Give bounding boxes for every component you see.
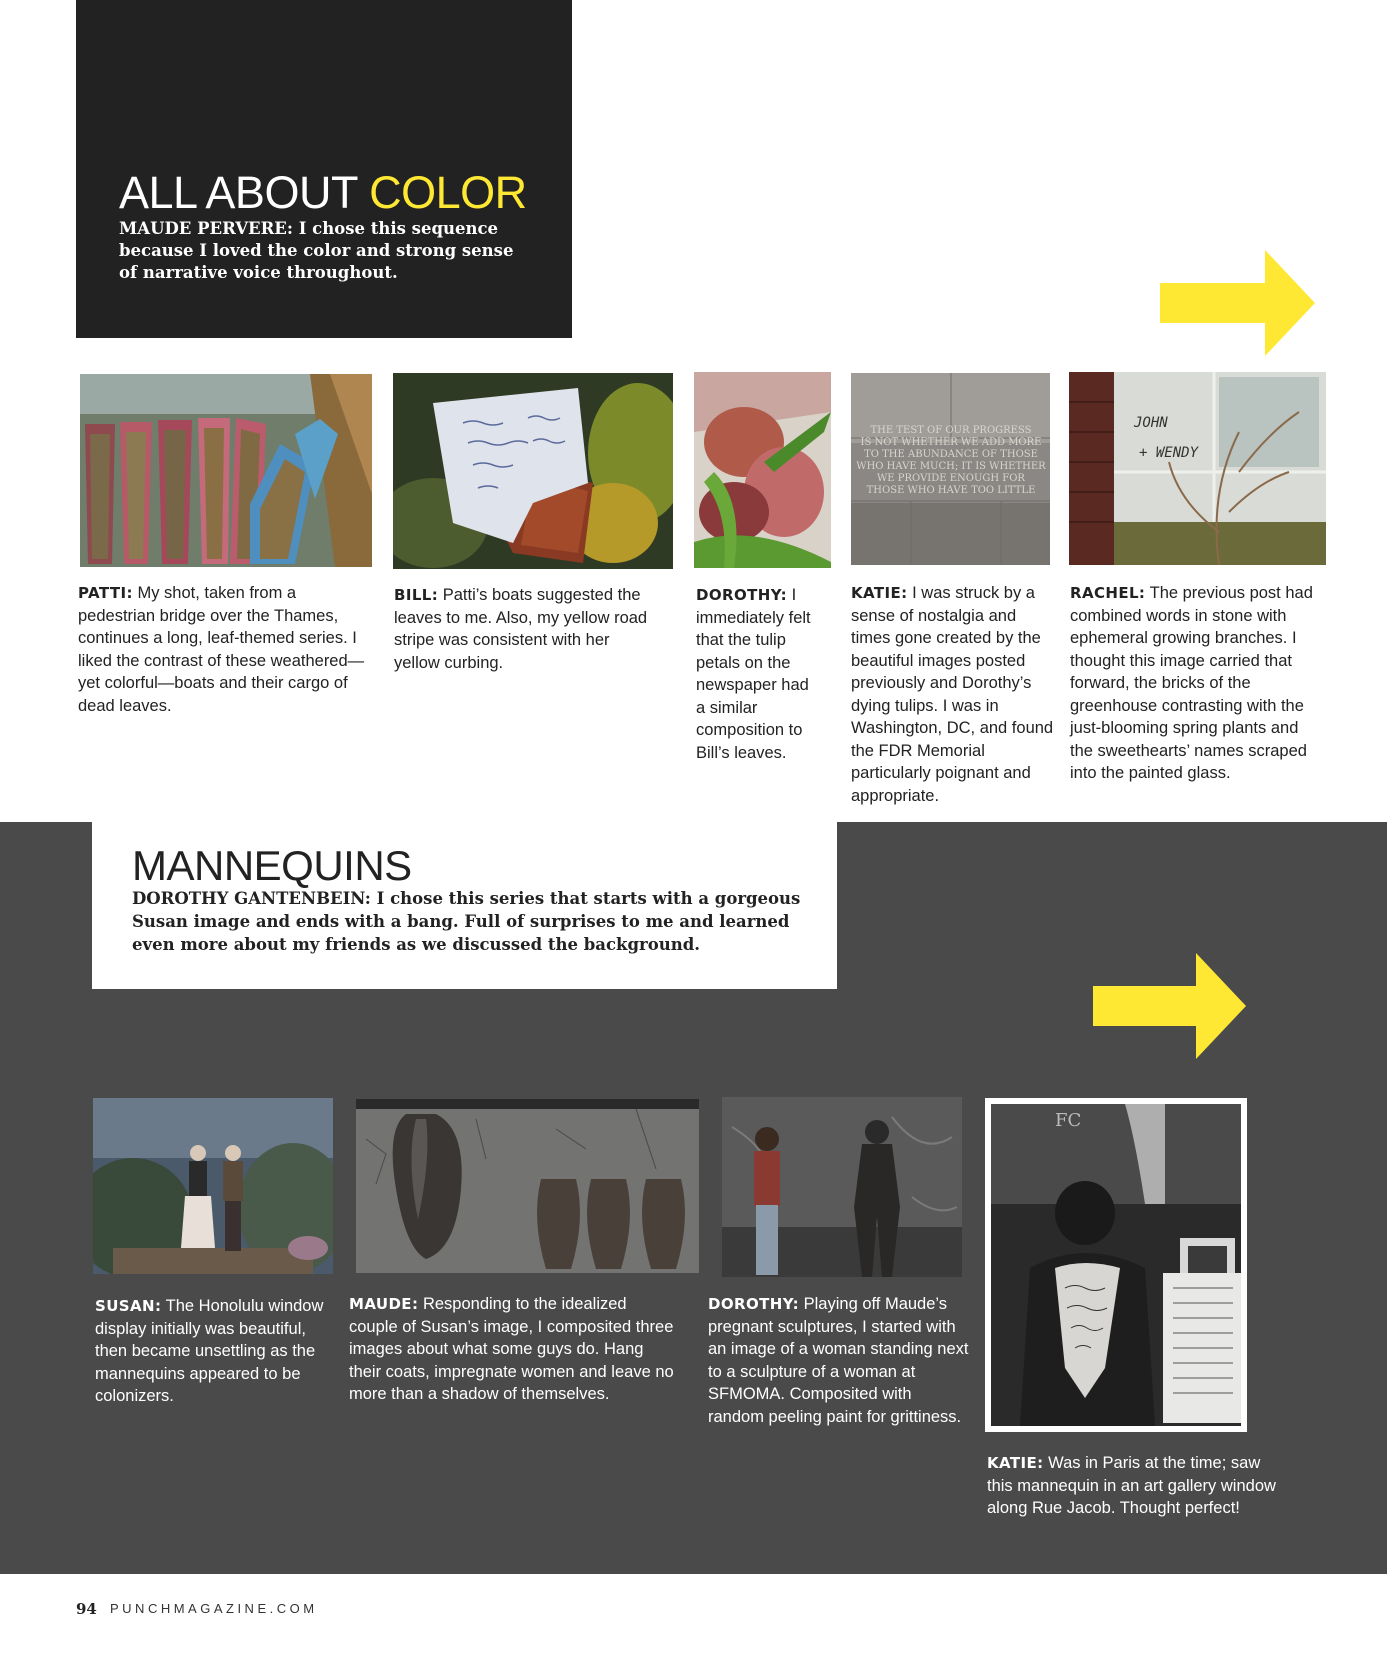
photo-katie-paris (985, 1098, 1247, 1432)
right-arrow-icon (1093, 953, 1246, 1059)
section-title: MANNEQUINS (132, 842, 412, 889)
svg-text:WHO HAVE MUCH; IT IS WHETHER: WHO HAVE MUCH; IT IS WHETHER (856, 461, 1046, 472)
photo-bill-leaves (393, 373, 673, 569)
photo-rachel-greenhouse (1069, 372, 1326, 565)
photo-susan-window (93, 1098, 333, 1274)
svg-text:WE PROVIDE ENOUGH FOR: WE PROVIDE ENOUGH FOR (877, 473, 1025, 484)
caption-dorothy: DOROTHY: I immediately felt that the tulip petals on the newspaper had a similar composition to Bill’s leaves. (696, 586, 811, 762)
svg-text:FC: FC (1055, 1110, 1082, 1131)
svg-text:+ WENDY: + WENDY (1139, 445, 1199, 461)
section-intro: DOROTHY GANTENBEIN: I chose this series that starts with a gorgeous Susan image and ends with a bang. Full of surprises to me and learned even more about my friends as we discussed the background. (132, 889, 801, 954)
section-intro: MAUDE PERVERE: I chose this sequence because I loved the color and strong sense of narrative voice throughout. (119, 219, 514, 282)
photo-dorothy-tulips (694, 372, 831, 568)
caption-katie: KATIE: I was struck by a sense of nostalgia and times gone created by the beautiful images posted previously and Dorothy’s dying tulips. I was in Washington, DC, and found the FDR Memorial particularly poignant and appropriate. (851, 584, 1054, 805)
caption-dorothy-mannequins: DOROTHY: Playing off Maude’s pregnant sculptures, I started with an image of a woman standing next to a sculpture of a woman at SFMOMA. Composited with random peeling paint for grittiness. (708, 1295, 969, 1426)
photo-maude-sculptures (356, 1099, 699, 1273)
caption-susan: SUSAN: The Honolulu window display initially was beautiful, then became unsettling as the mannequins appeared to be colonizers. (95, 1297, 324, 1405)
caption-patti: PATTI: My shot, taken from a pedestrian bridge over the Thames, continues a long, leaf-themed series. I liked the contrast of these weathered—yet colorful—boats and their cargo of dead leaves. (78, 584, 365, 715)
right-arrow-icon (1160, 250, 1315, 356)
site-name: PUNCHMAGAZINE.COM (110, 1601, 318, 1616)
caption-bill: BILL: Patti’s boats suggested the leaves to me. Also, my yellow road stripe was consistent with her yellow curbing. (394, 586, 648, 672)
photo-patti-boats (80, 374, 372, 567)
photo-dorothy-sfmoma (722, 1097, 962, 1277)
section-title: ALL ABOUT COLOR (119, 167, 527, 218)
page-number: 94 (76, 1600, 97, 1618)
svg-text:TO THE ABUNDANCE OF THOSE: TO THE ABUNDANCE OF THOSE (864, 449, 1038, 460)
photo-katie-memorial (851, 373, 1050, 565)
caption-maude: MAUDE: Responding to the idealized couple of Susan’s image, I composited three images about what some guys do. Hang their coats, impregnate women and leave no more than a shadow of themselves. (349, 1295, 674, 1403)
svg-text:THOSE WHO HAVE TOO LITTLE: THOSE WHO HAVE TOO LITTLE (866, 485, 1036, 496)
svg-text:THE TEST OF OUR PROGRESS: THE TEST OF OUR PROGRESS (870, 425, 1032, 436)
svg-text:IS NOT WHETHER WE ADD MORE: IS NOT WHETHER WE ADD MORE (860, 437, 1042, 448)
caption-katie-mannequins: KATIE: Was in Paris at the time; saw this mannequin in an art gallery window along Rue Jacob. Thought perfect! (987, 1454, 1276, 1517)
caption-rachel: RACHEL: The previous post had combined words in stone with ephemeral growing branches. I thought this image carried that forward, the bricks of the greenhouse contrasting with the just-blooming spring plants and the sweethearts’ names scraped into the painted glass. (1070, 584, 1313, 782)
svg-text:JOHN: JOHN (1134, 415, 1168, 431)
